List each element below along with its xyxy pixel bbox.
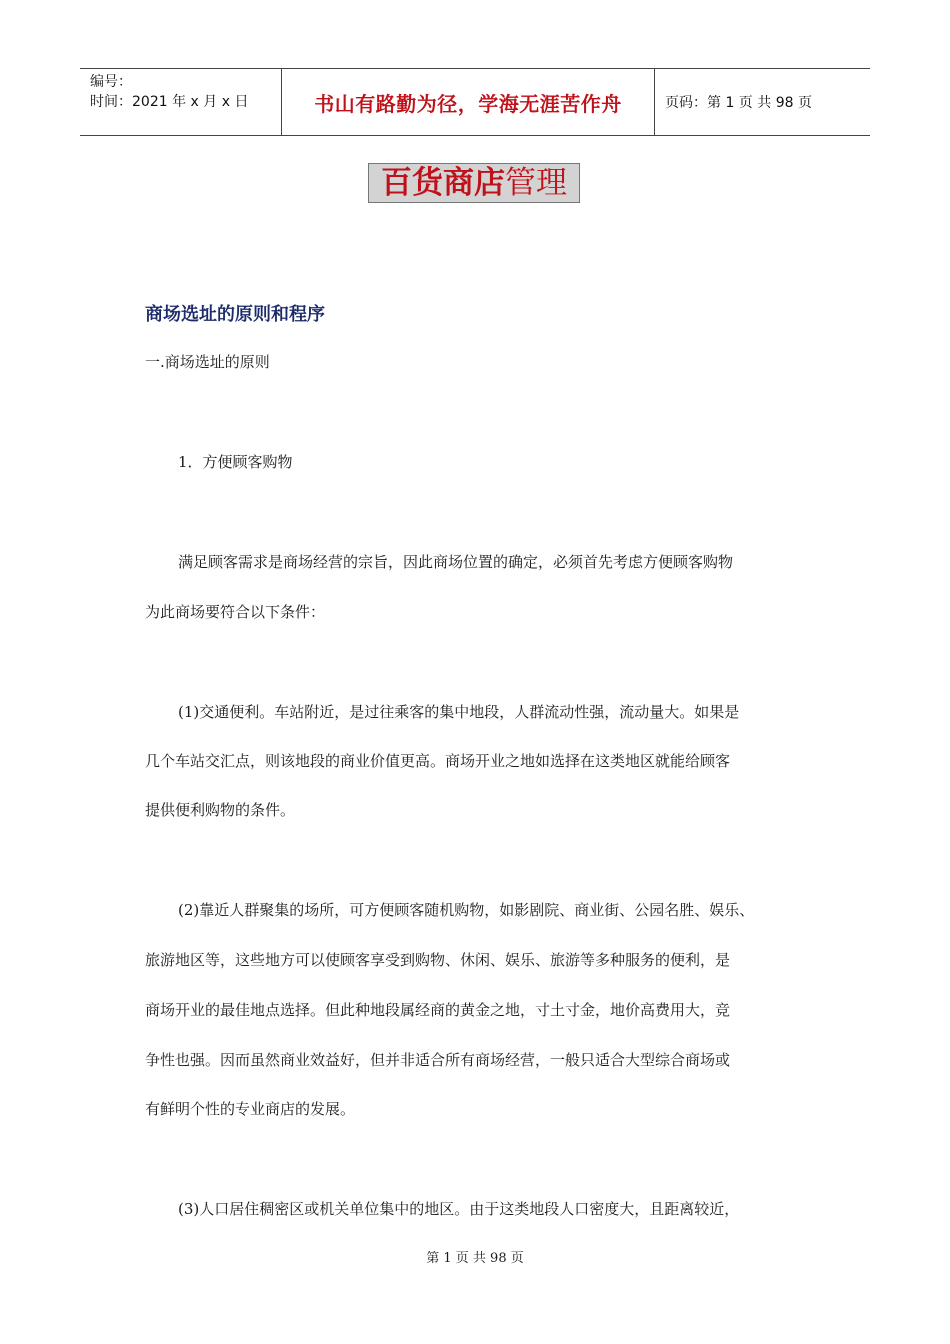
paragraph-line: (1)交通便利。车站附近，是过往乘客的集中地段，人群流动性强，流动量大。如果是 (178, 703, 740, 721)
paragraph-line: 商场开业的最佳地点选择。但此种地段属经商的黄金之地，寸土寸金，地价高费用大，竞 (145, 1001, 731, 1019)
paragraph-line: 争性也强。因而虽然商业效益好，但并非适合所有商场经营，一般只适合大型综合商场或 (145, 1051, 731, 1069)
paragraph-line: 有鲜明个性的专业商店的发展。 (145, 1100, 356, 1118)
paragraph-line: 为此商场要符合以下条件： (145, 603, 326, 621)
document-title-regular: 管理 (505, 165, 567, 201)
paragraph-line: 提供便利购物的条件。 (145, 801, 296, 819)
subheading: 一.商场选址的原则 (145, 353, 270, 371)
header-page-info: 页码：第 1 页 共 98 页 (665, 95, 812, 111)
page-footer: 第 1 页 共 98 页 (426, 1251, 524, 1266)
header-motto: 书山有路勤为径，学海无涯苦作舟 (282, 69, 655, 135)
document-title (368, 163, 580, 203)
header-meta (80, 69, 282, 135)
paragraph-line: (2)靠近人群聚集的场所，可方便顾客随机购物，如影剧院、商业街、公园名胜、娱乐、 (178, 901, 755, 919)
document-date: 时间：2021 年 x 月 x 日 (90, 94, 249, 110)
paragraph-line: 几个车站交汇点，则该地段的商业价值更高。商场开业之地如选择在这类地区就能给顾客 (145, 752, 731, 770)
document-title-bold: 百货商店 (381, 165, 505, 201)
paragraph-line: 满足顾客需求是商场经营的宗旨，因此商场位置的确定，必须首先考虑方便顾客购物 (178, 553, 734, 571)
section-heading: 商场选址的原则和程序 (145, 304, 325, 325)
paragraph-line: 旅游地区等，这些地方可以使顾客享受到购物、休闲、娱乐、旅游等多种服务的便利，是 (145, 951, 731, 969)
document-number-label: 编号： (90, 74, 132, 90)
paragraph-line: (3)人口居住稠密区或机关单位集中的地区。由于这类地段人口密度大，且距离较近， (178, 1200, 740, 1218)
header-table (80, 68, 870, 136)
list-heading: 1．方便顾客购物 (178, 453, 293, 471)
